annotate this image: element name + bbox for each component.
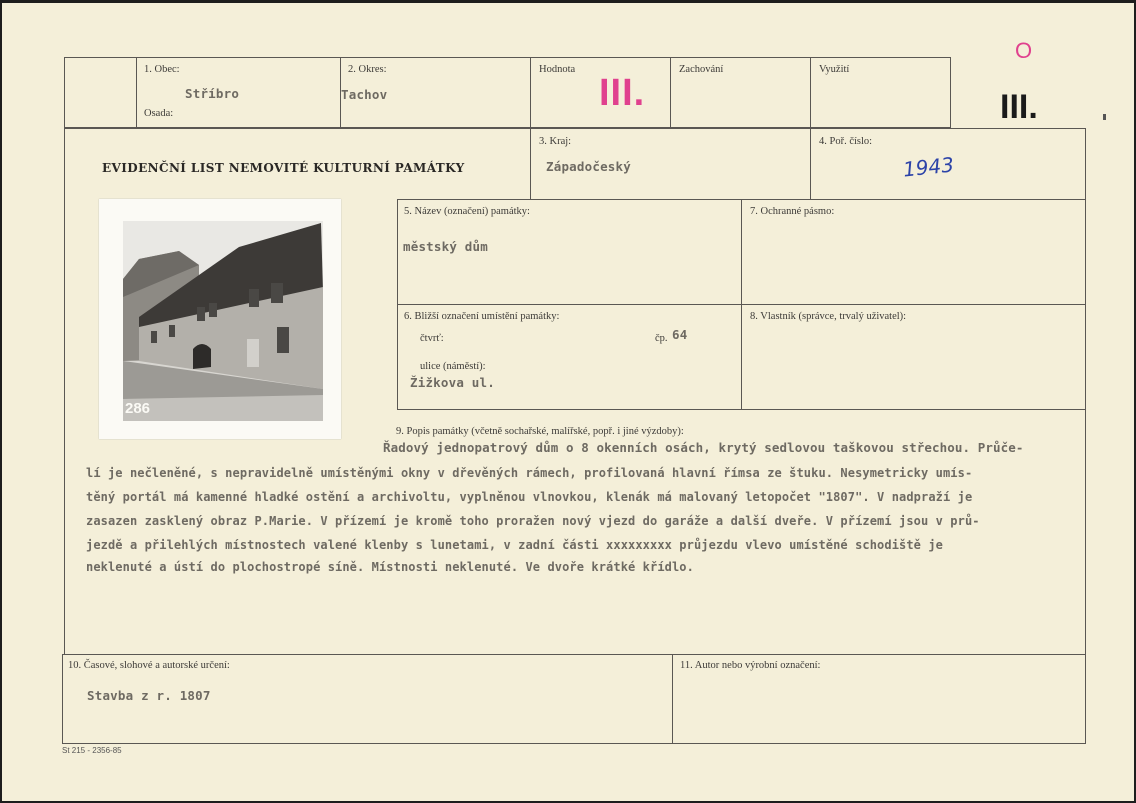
popis-line-4: zasazen zasklený obraz P.Marie. V přízemí je kromě toho proražen nový vjezd do garáže a další dveře. V přízemí jsou v prů-	[86, 514, 980, 528]
ochranne-pasmo-label: 7. Ochranné pásmo:	[750, 206, 835, 217]
nazev-value: městský dům	[403, 239, 488, 254]
hodnota-value: III.	[599, 72, 646, 114]
footer-code: St 215 - 2356-85	[62, 746, 122, 755]
okres-label: 2. Okres:	[348, 64, 387, 75]
ulice-label: ulice (náměstí):	[420, 361, 486, 372]
casove-urceni-value: Stavba z r. 1807	[87, 688, 211, 703]
casove-urceni-label: 10. Časové, slohové a autorské určení:	[68, 660, 230, 671]
magenta-mark: O	[1015, 38, 1033, 63]
popis-line-5: jezdě a přilehlých místnostech valené klenby s lunetami, v zadní části xxxxxxxxx průjezdu vlevo umístěné schodiště je	[86, 538, 943, 552]
cp-label: čp.	[655, 333, 668, 344]
ulice-value: Žižkova ul.	[410, 375, 495, 390]
por-cislo-value: 1943	[901, 152, 956, 182]
por-cislo-label: 4. Poř. číslo:	[819, 136, 873, 147]
autor-label: 11. Autor nebo výrobní označení:	[680, 660, 821, 671]
photo-number: 286	[125, 400, 151, 417]
hodnota-label: Hodnota	[539, 64, 576, 75]
cp-value: 64	[672, 327, 688, 342]
popis-line-2: lí je nečleněné, s nepravidelně umístěnými okny v dřevěných rámech, profilovaná hlavní římsa ze štuku. Nesymetricky umís-	[86, 466, 973, 480]
popis-line-6: neklenuté a ústí do plochostropé síně. Místnosti neklenuté. Ve dvoře krátké křídlo.	[86, 560, 694, 574]
corner-stamp: III.	[1000, 88, 1038, 126]
kraj-value: Západočeský	[546, 159, 631, 174]
vlastnik-label: 8. Vlastník (správce, trvalý uživatel):	[750, 311, 907, 322]
vyuziti-label: Využití	[819, 64, 850, 75]
popis-line-3: těný portál má kamenné hladké ostění a archivoltu, vyplněnou vlnovkou, klenák má malovaný letopočet "1807". V nadpraží je	[86, 490, 973, 504]
nazev-label: 5. Název (označení) památky:	[404, 206, 530, 217]
obec-value: Stříbro	[185, 86, 240, 101]
kraj-label: 3. Kraj:	[539, 136, 572, 147]
obec-label: 1. Obec:	[144, 64, 180, 75]
ctvrt-label: čtvrť:	[420, 333, 444, 344]
popis-label: 9. Popis památky (včetně sochařské, malířské, popř. i jiné výzdoby):	[396, 426, 684, 437]
form-title: EVIDENČNÍ LIST NEMOVITÉ KULTURNÍ PAMÁTKY	[102, 161, 465, 175]
zachovani-label: Zachování	[679, 64, 724, 75]
osada-label: Osada:	[144, 108, 174, 119]
popis-line-1: Řadový jednopatrový dům o 8 okenních osách, krytý sedlovou taškovou střechou. Průče-	[383, 440, 1024, 455]
monument-photo	[99, 199, 341, 439]
umisteni-label: 6. Bližší označení umístění památky:	[404, 311, 560, 322]
edge-dot	[1103, 114, 1106, 120]
okres-value: Tachov	[341, 87, 388, 102]
